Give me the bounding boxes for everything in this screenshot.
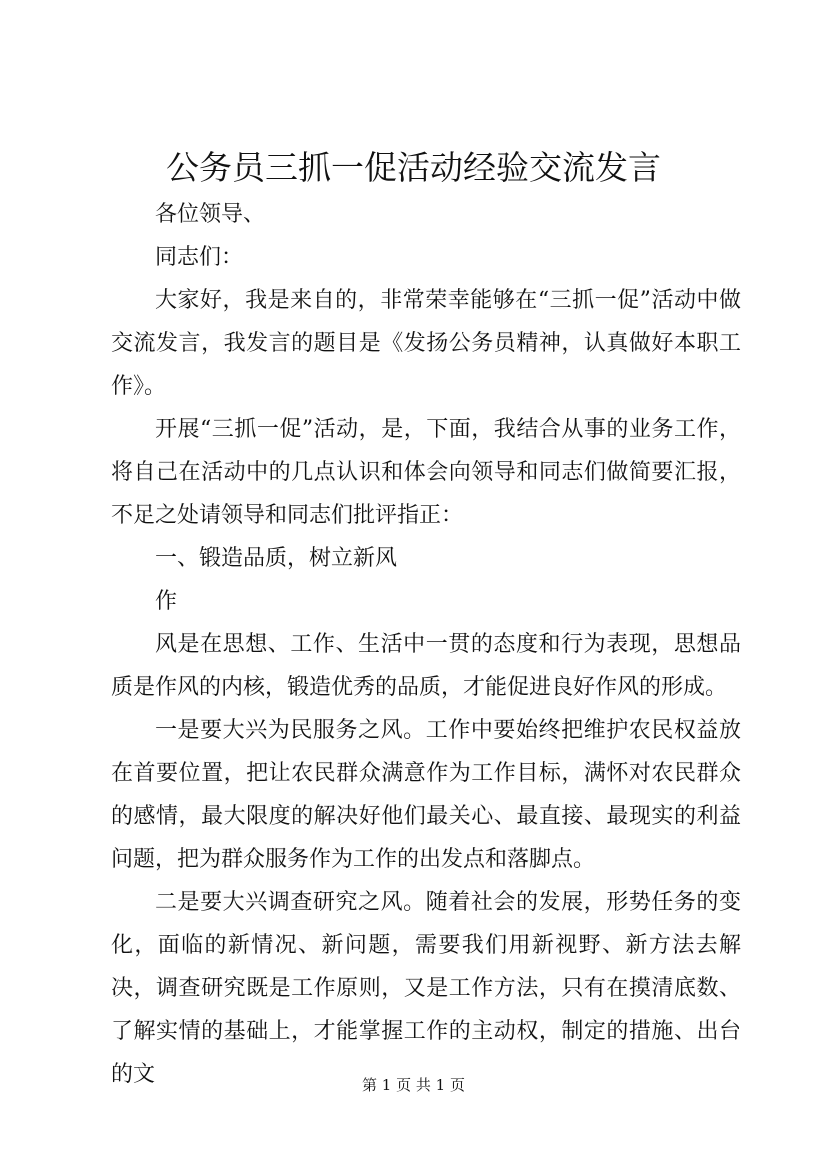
section-heading-1: 一、锻造品质，树立新风 [155,546,398,571]
paragraph-greeting: 大家好，我是来自的，非常荣幸能够在“三抓一促”活动中做交流发言，我发言的题目是《发扬公务员精神，认真做好本职工作》。 [111,288,741,399]
paragraph-point-2: 二是要大兴调查研究之风。随着社会的发展，形势任务的变化，面临的新情况、新问题，需要我们用新视野、新方法去解决，调查研究既是工作原则，又是工作方法，只有在摸清底数、了解实情的基础上，才能掌握工作的主动权，制定的措施、出台的文 [111,890,741,1087]
page-footer: 第 1 页 共 1 页 [362,1076,465,1094]
paragraph-intro: 开展“三抓一促”活动，是，下面，我结合从事的业务工作，将自己在活动中的几点认识和体会向领导和同志们做简要汇报，不足之处请领导和同志们批评指正： [111,417,741,528]
document-title: 公务员三抓一促活动经验交流发言 [166,148,661,187]
paragraph-salutation-2: 同志们： [155,245,244,270]
paragraph-point-1: 一是要大兴为民服务之风。工作中要始终把维护农民权益放在首要位置，把让农民群众满意作为工作目标，满怀对农民群众的感情，最大限度的解决好他们最关心、最直接、最现实的利益问题，把为群众服务作为工作的出发点和落脚点。 [111,718,741,872]
paragraph-style-definition: 风是在思想、工作、生活中一贯的态度和行为表现，思想品质是作风的内核，锻造优秀的品质，才能促进良好作风的形成。 [111,632,741,700]
paragraph-fragment: 作 [155,589,178,614]
document-body [111,193,741,1096]
paragraph-salutation-1: 各位领导、 [155,202,266,227]
